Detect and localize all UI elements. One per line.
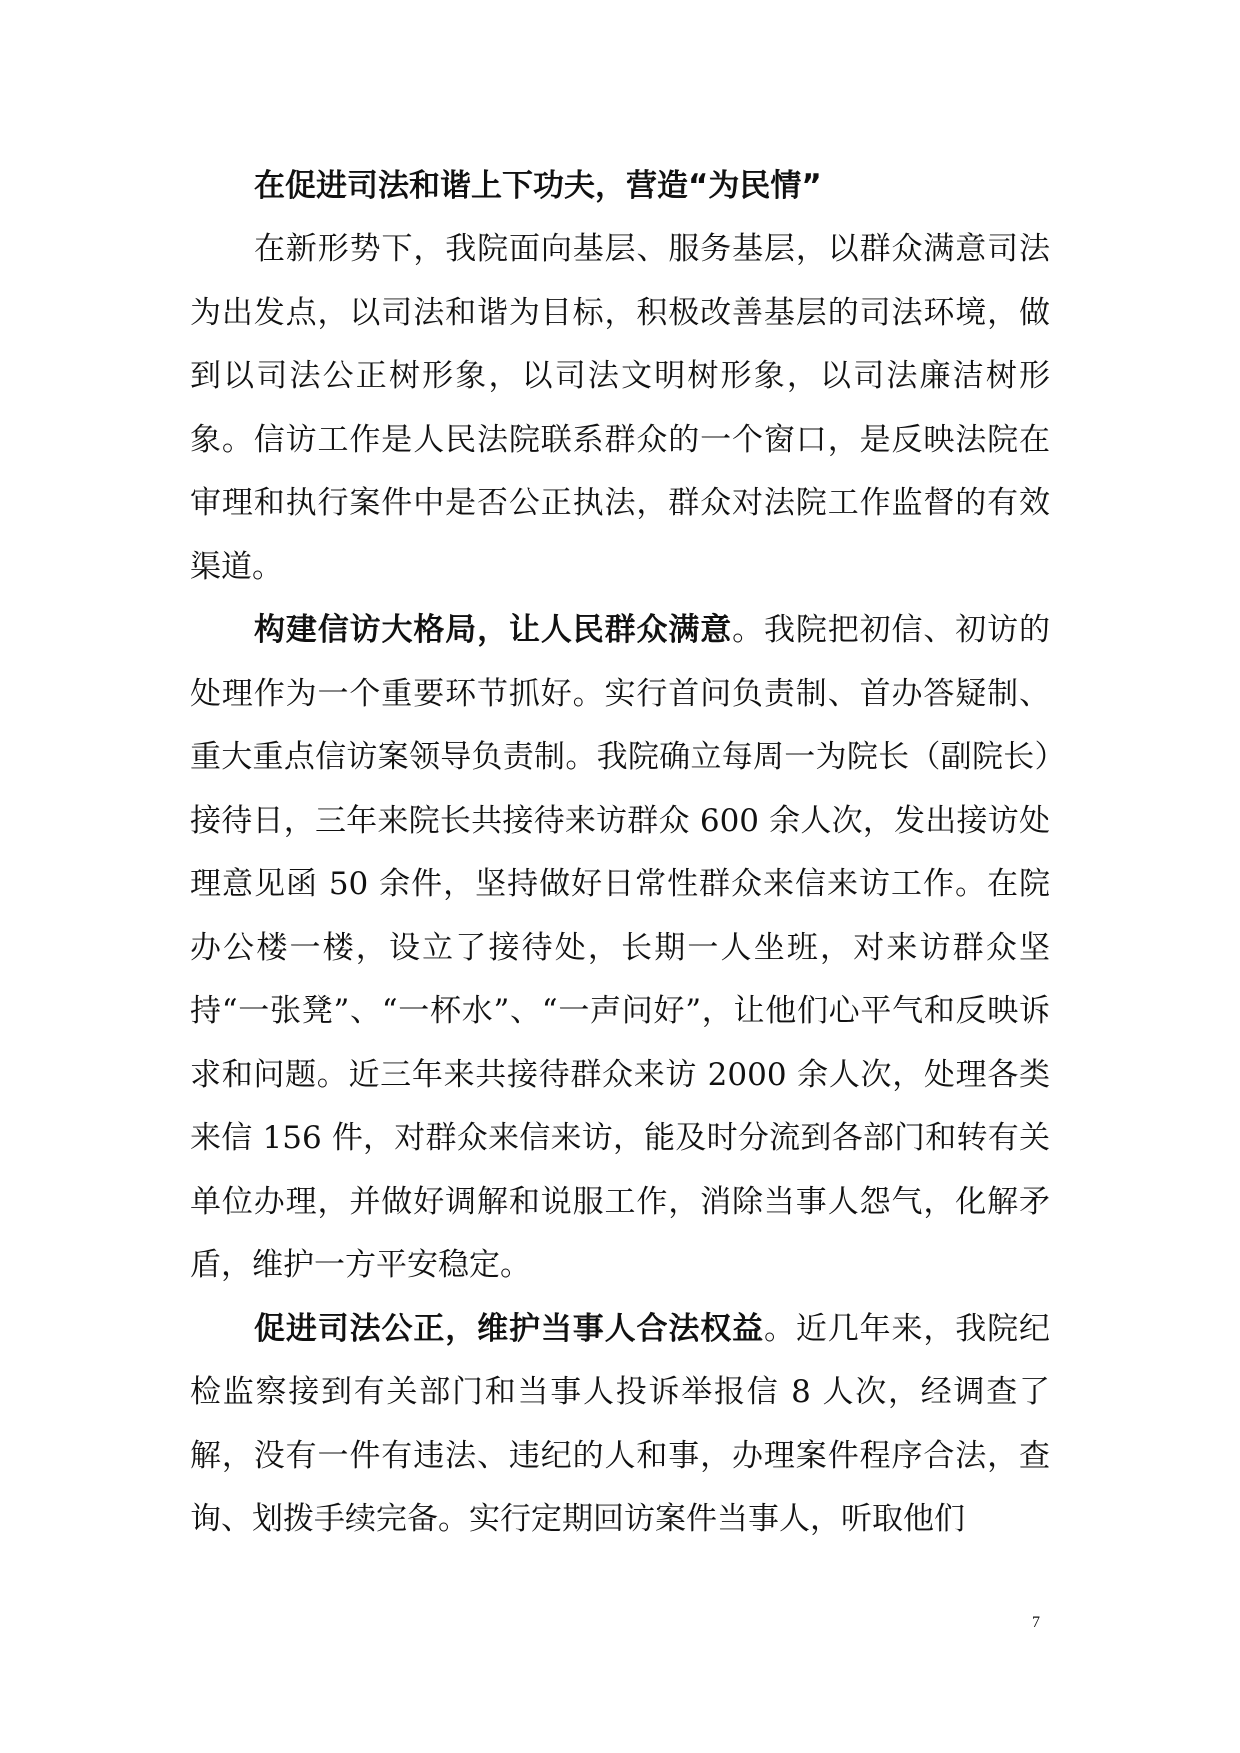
petition-paragraph — [190, 599, 1050, 1298]
petition-paragraph-lead: 构建信访大格局，让人民群众满意 — [254, 612, 733, 648]
document-body — [190, 155, 1050, 1552]
petition-paragraph-body: 。我院把初信、初访的处理作为一个重要环节抓好。实行首问负责制、首办答疑制、重大重点信访案领导负责制。我院确立每周一为院长（副院长）接待日，三年来院长共接待来访群众 600 余人次，发出接访处理意见函 50 余件，坚持做好日常性群众来信来访工作。在院办公楼一楼，设立了接待处，长期一人坐班，对来访群众坚持“一张凳”、“一杯水”、“一声问好”，让他们心平气和反映诉求和问题。近三年来共接待群众来访 2000 余人次，处理各类来信 156 件，对群众来信来访，能及时分流到各部门和转有关单位办理，并做好调解和说服工作，消除当事人怨气，化解矛盾，维护一方平安稳定。 — [190, 612, 1050, 1283]
section-title: 在促进司法和谐上下功夫，营造“为民情” — [254, 168, 822, 204]
intro-paragraph: 在新形势下，我院面向基层、服务基层，以群众满意司法为出发点，以司法和谐为目标，积极改善基层的司法环境，做到以司法公正树形象，以司法文明树形象，以司法廉洁树形象。信访工作是人民法院联系群众的一个窗口，是反映法院在审理和执行案件中是否公正执法，群众对法院工作监督的有效渠道。 — [190, 231, 1050, 585]
justice-paragraph-body: 。近几年来，我院纪检监察接到有关部门和当事人投诉举报信 8 人次，经调查了解，没有一件有违法、违纪的人和事，办理案件程序合法，查询、划拨手续完备。实行定期回访案件当事人，听取他们 — [190, 1310, 1050, 1537]
justice-paragraph — [190, 1298, 1050, 1552]
page-number: 7 — [1032, 1614, 1040, 1631]
justice-paragraph-lead: 促进司法公正，维护当事人合法权益 — [254, 1310, 764, 1347]
